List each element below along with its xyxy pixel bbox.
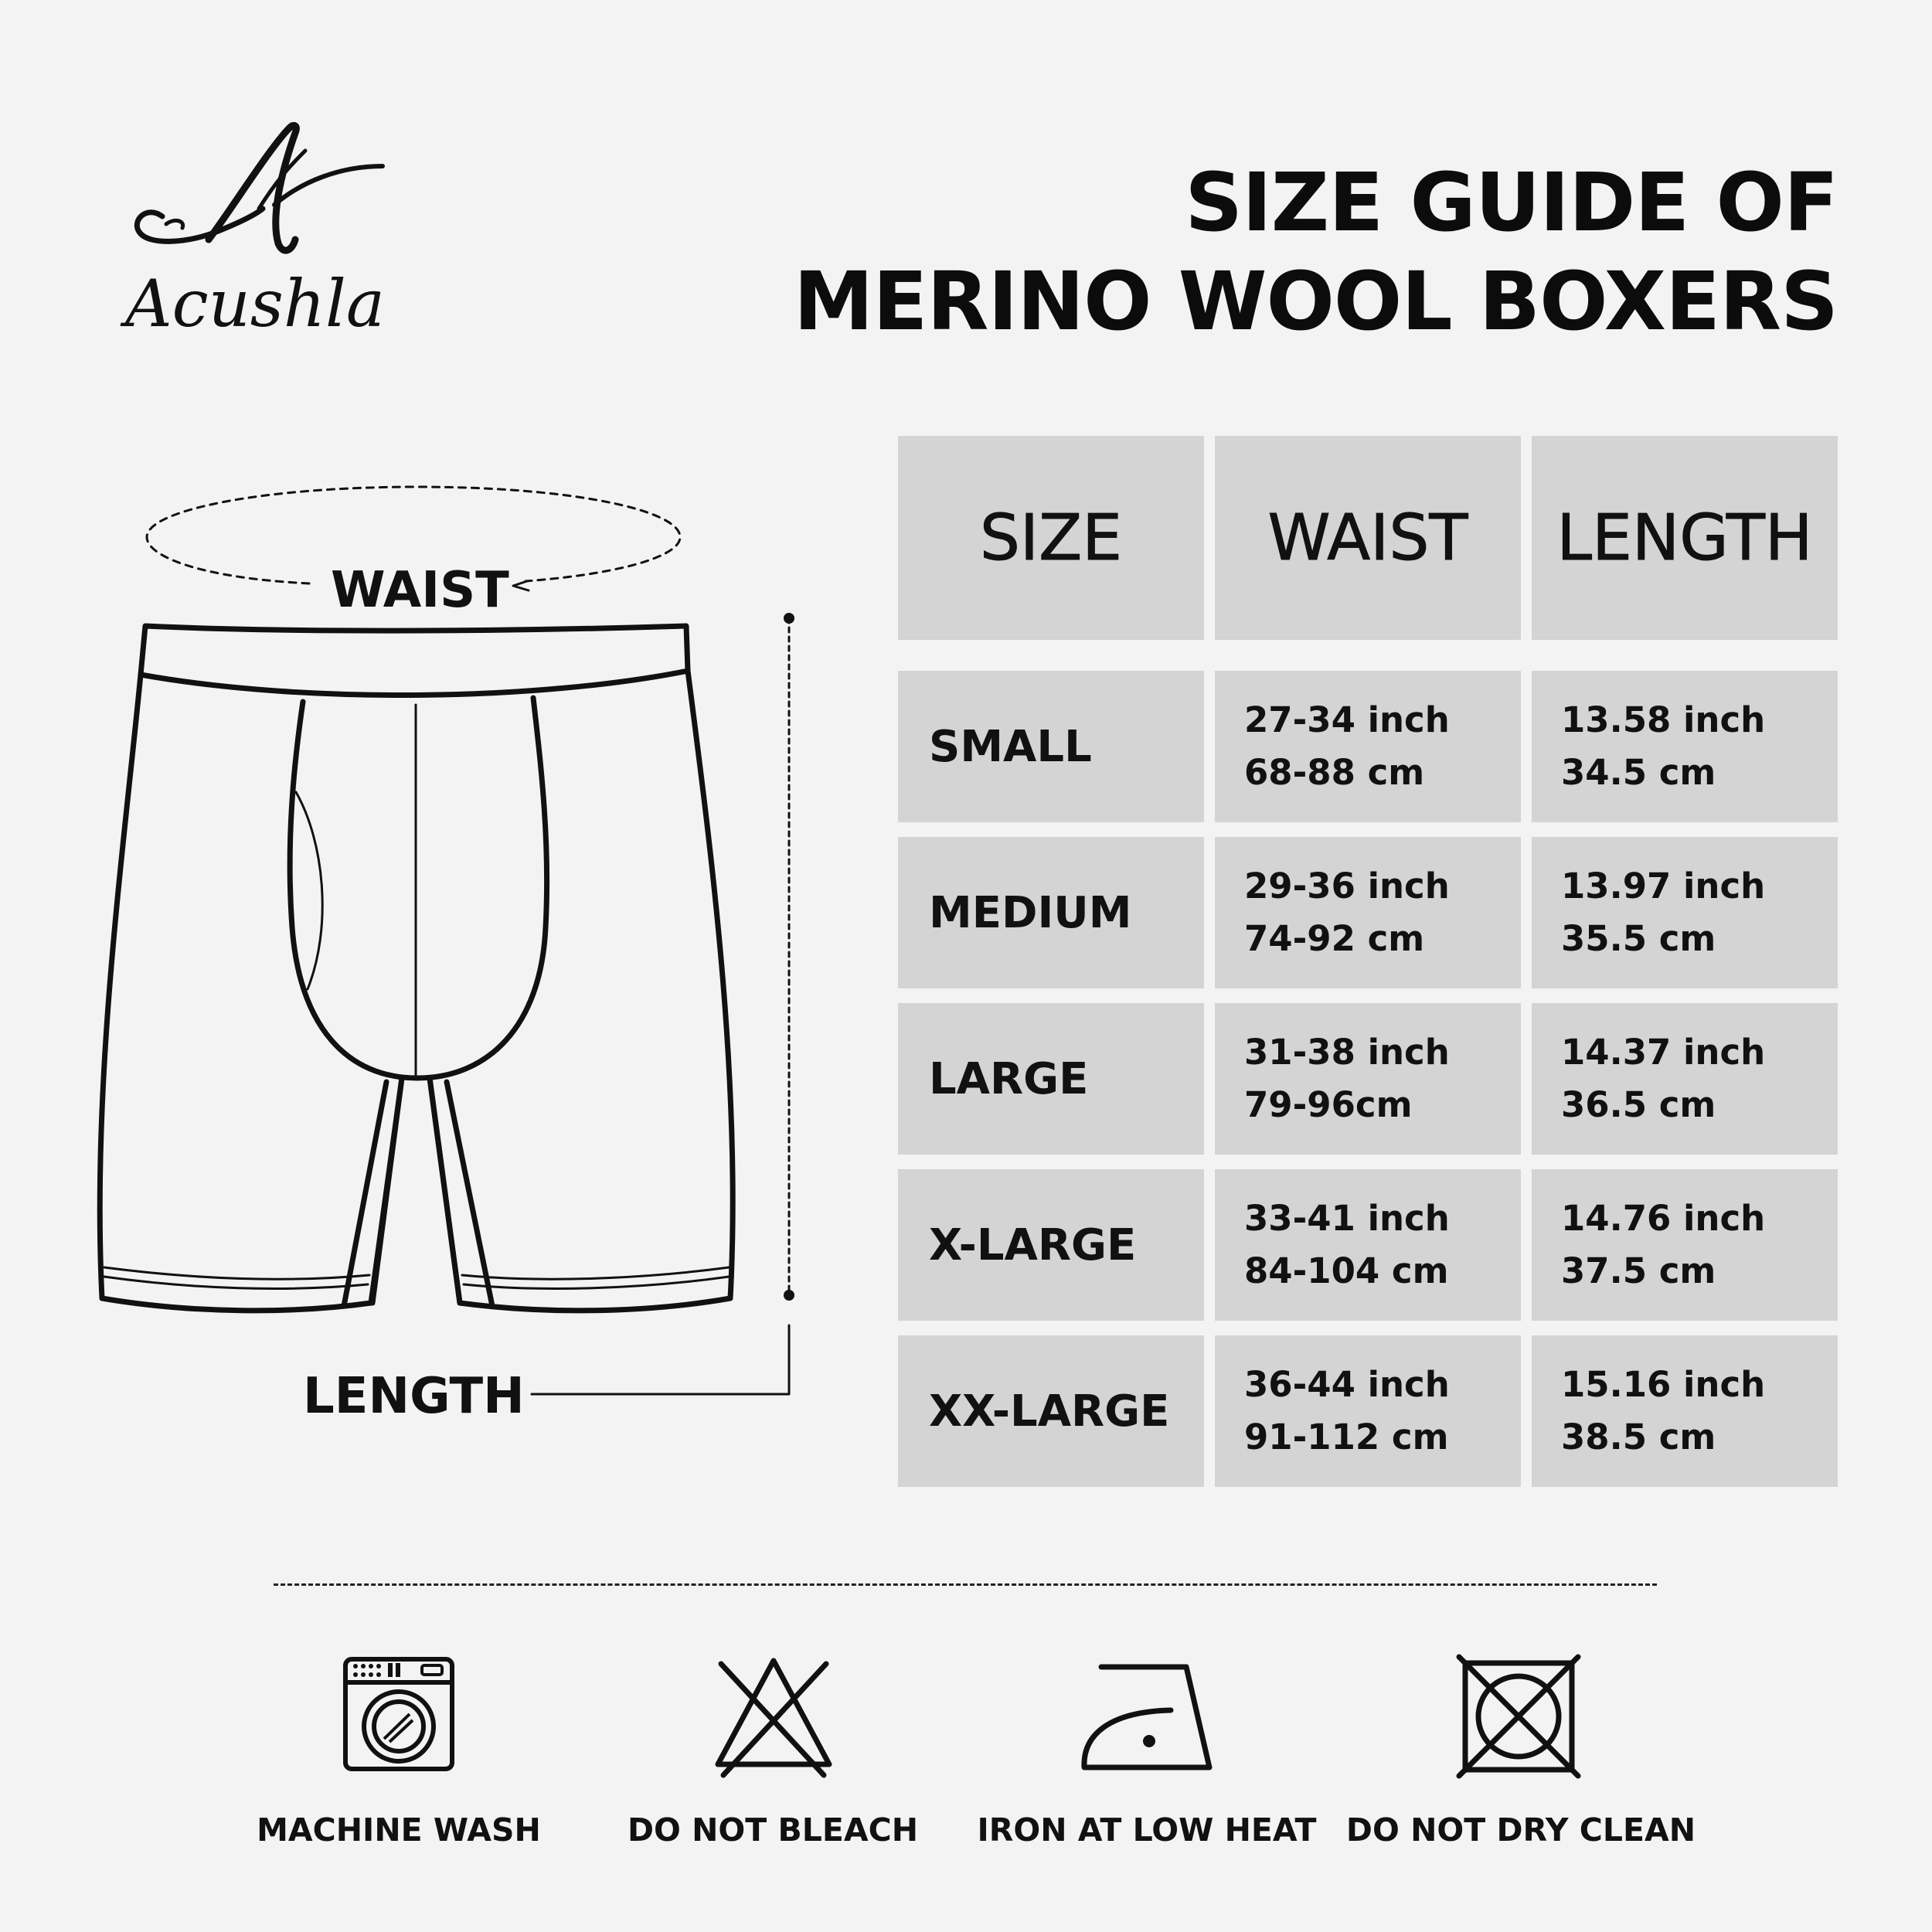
waist-cm: 68-88 cm bbox=[1244, 752, 1425, 793]
svg-text:Acushla: Acushla bbox=[125, 266, 385, 340]
length-bottom-dot bbox=[784, 1290, 794, 1301]
care-label-do-not-bleach: DO NOT BLEACH bbox=[627, 1811, 919, 1849]
waist-inch: 36-44 inch bbox=[1244, 1364, 1450, 1405]
header-waist: WAIST bbox=[1215, 436, 1521, 640]
section-divider bbox=[274, 1583, 1657, 1586]
row-x-large-size: X-LARGE bbox=[898, 1169, 1204, 1321]
brand-logo bbox=[116, 116, 394, 340]
length-inch: 14.37 inch bbox=[1561, 1032, 1766, 1073]
row-small-waist bbox=[1215, 671, 1521, 822]
waist-label: WAIST bbox=[331, 562, 509, 619]
page-title-line-1: SIZE GUIDE OF bbox=[1185, 155, 1838, 250]
care-label-iron-low-heat: IRON AT LOW HEAT bbox=[977, 1811, 1317, 1849]
row-medium-size: MEDIUM bbox=[898, 837, 1204, 988]
header-length: LENGTH bbox=[1532, 436, 1838, 640]
waist-cm: 74-92 cm bbox=[1244, 918, 1425, 959]
washing-machine-icon bbox=[342, 1655, 456, 1773]
row-large-waist bbox=[1215, 1003, 1521, 1155]
waist-arrow-icon bbox=[513, 581, 529, 590]
do-not-dry-clean-icon bbox=[1454, 1652, 1583, 1781]
waist-cm: 79-96cm bbox=[1244, 1084, 1413, 1125]
iron-low-heat-icon bbox=[1078, 1658, 1213, 1774]
waist-inch: 33-41 inch bbox=[1244, 1198, 1450, 1239]
row-large-length bbox=[1532, 1003, 1838, 1155]
do-not-bleach-icon bbox=[709, 1650, 838, 1781]
row-xx-large-size: XX-LARGE bbox=[898, 1335, 1204, 1487]
length-cm: 38.5 cm bbox=[1561, 1417, 1716, 1458]
waist-cm: 91-112 cm bbox=[1244, 1417, 1449, 1458]
length-inch: 15.16 inch bbox=[1561, 1364, 1766, 1405]
row-medium-length bbox=[1532, 837, 1838, 988]
waist-inch: 31-38 inch bbox=[1244, 1032, 1450, 1073]
waist-cm: 84-104 cm bbox=[1244, 1250, 1449, 1291]
length-inch: 14.76 inch bbox=[1561, 1198, 1766, 1239]
row-x-large-length bbox=[1532, 1169, 1838, 1321]
header-size: SIZE bbox=[898, 436, 1204, 640]
length-cm: 37.5 cm bbox=[1561, 1250, 1716, 1291]
page-title-line-2: MERINO WOOL BOXERS bbox=[793, 254, 1838, 349]
waist-inch: 27-34 inch bbox=[1244, 699, 1450, 740]
length-label: LENGTH bbox=[303, 1368, 525, 1425]
row-xx-large-length bbox=[1532, 1335, 1838, 1487]
row-x-large-waist bbox=[1215, 1169, 1521, 1321]
length-cm: 34.5 cm bbox=[1561, 752, 1716, 793]
row-large-size: LARGE bbox=[898, 1003, 1204, 1155]
length-cm: 35.5 cm bbox=[1561, 918, 1716, 959]
row-xx-large-waist bbox=[1215, 1335, 1521, 1487]
care-label-machine-wash: MACHINE WASH bbox=[257, 1811, 541, 1849]
care-label-do-not-dry-clean: DO NOT DRY CLEAN bbox=[1345, 1811, 1696, 1849]
length-inch: 13.97 inch bbox=[1561, 866, 1766, 906]
length-inch: 13.58 inch bbox=[1561, 699, 1766, 740]
length-cm: 36.5 cm bbox=[1561, 1084, 1716, 1125]
waist-inch: 29-36 inch bbox=[1244, 866, 1450, 906]
row-small-length bbox=[1532, 671, 1838, 822]
row-medium-waist bbox=[1215, 837, 1521, 988]
length-top-dot bbox=[784, 613, 794, 624]
row-small-size: SMALL bbox=[898, 671, 1204, 822]
